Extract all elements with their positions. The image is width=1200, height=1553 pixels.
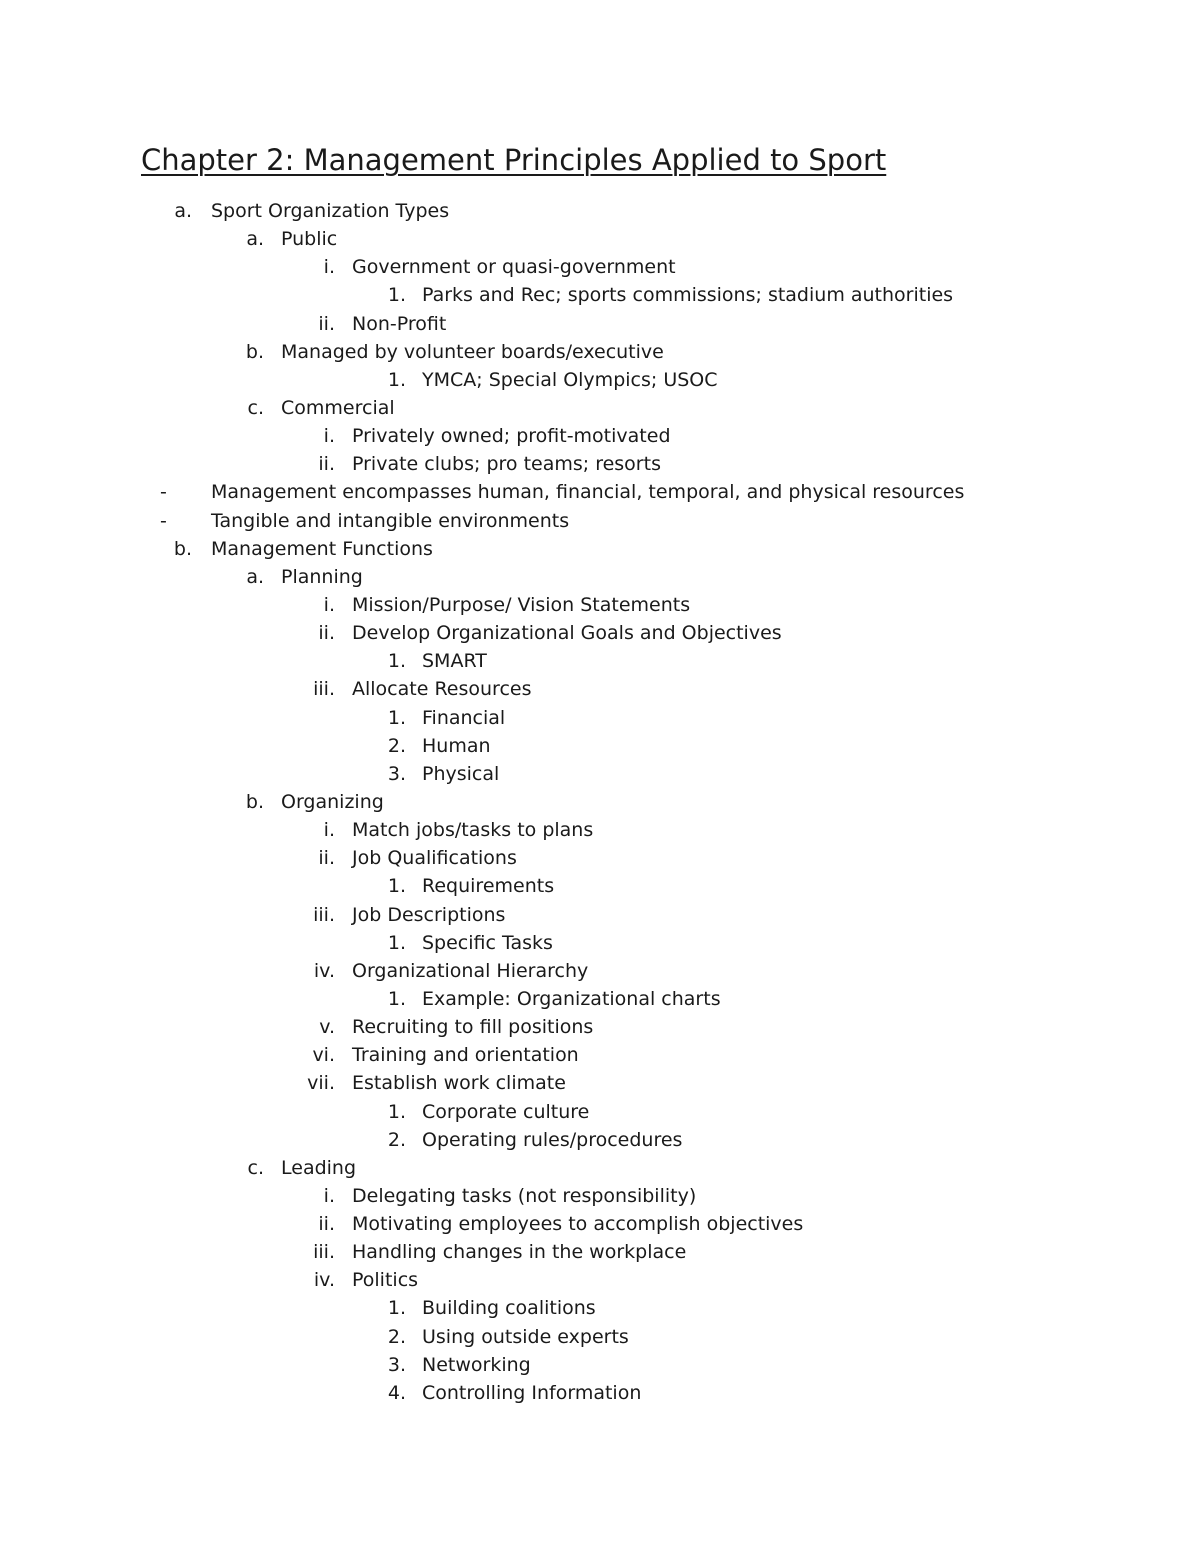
list-marker: vi. xyxy=(312,1044,335,1067)
outline-item-level-2 xyxy=(0,450,1200,478)
outline-item-level-2 xyxy=(0,675,1200,703)
list-marker: b. xyxy=(245,790,264,813)
list-item-text: SMART xyxy=(422,650,487,673)
dash-list-item xyxy=(0,478,1200,506)
list-item-text: Job Descriptions xyxy=(352,903,506,926)
list-marker: ii. xyxy=(318,312,335,335)
list-marker: b. xyxy=(245,340,264,363)
outline-item-level-3 xyxy=(0,647,1200,675)
list-marker: ii. xyxy=(318,1213,335,1236)
outline-item-level-1 xyxy=(0,1154,1200,1182)
list-item-text: Delegating tasks (not responsibility) xyxy=(352,1184,697,1207)
outline-item-level-1 xyxy=(0,394,1200,422)
list-item-text: Management encompasses human, financial, temporal, and physical resources xyxy=(211,481,965,504)
list-item-text: Tangible and intangible environments xyxy=(211,509,570,532)
list-item-text: Organizational Hierarchy xyxy=(352,959,589,982)
list-item-text: Organizing xyxy=(281,790,384,813)
outline-item-level-3 xyxy=(0,1351,1200,1379)
list-item-text: Handling changes in the workplace xyxy=(352,1241,687,1264)
outline-item-level-2 xyxy=(0,844,1200,872)
list-marker: b. xyxy=(173,537,192,560)
outline-item-level-1 xyxy=(0,563,1200,591)
list-item-text: Parks and Rec; sports commissions; stadium authorities xyxy=(422,284,954,307)
list-item-text: Operating rules/procedures xyxy=(422,1128,683,1151)
list-item-text: Government or quasi-government xyxy=(352,256,676,279)
list-item-text: Controlling Information xyxy=(422,1381,642,1404)
list-marker: i. xyxy=(323,1184,335,1207)
list-marker: 1. xyxy=(387,1100,406,1123)
list-marker: iv. xyxy=(313,959,335,982)
outline-item-level-3 xyxy=(0,985,1200,1013)
list-marker: ii. xyxy=(318,453,335,476)
list-marker: i. xyxy=(323,425,335,448)
list-item-text: Management Functions xyxy=(211,537,433,560)
list-marker: c. xyxy=(247,396,264,419)
list-marker: iii. xyxy=(313,903,335,926)
outline-item-level-2 xyxy=(0,422,1200,450)
outline-item-level-2 xyxy=(0,1238,1200,1266)
list-marker: 1. xyxy=(387,368,406,391)
list-marker: i. xyxy=(323,819,335,842)
list-marker: i. xyxy=(323,256,335,279)
list-marker: 3. xyxy=(387,762,406,785)
list-item-text: Motivating employees to accomplish objectives xyxy=(352,1213,804,1236)
outline-item-level-3 xyxy=(0,929,1200,957)
outline-item-level-2 xyxy=(0,1182,1200,1210)
list-item-text: Requirements xyxy=(422,875,555,898)
outline-item-level-1 xyxy=(0,338,1200,366)
outline-item-level-0 xyxy=(0,535,1200,563)
list-marker: v. xyxy=(319,1016,335,1039)
list-marker: 1. xyxy=(387,284,406,307)
outline-item-level-2 xyxy=(0,816,1200,844)
outline-item-level-3 xyxy=(0,1294,1200,1322)
list-marker: c. xyxy=(247,1156,264,1179)
outline-item-level-1 xyxy=(0,788,1200,816)
list-item-text: Private clubs; pro teams; resorts xyxy=(352,453,661,476)
outline-item-level-3 xyxy=(0,732,1200,760)
outline-item-level-2 xyxy=(0,619,1200,647)
list-item-text: Privately owned; profit-motivated xyxy=(352,425,671,448)
list-item-text: Establish work climate xyxy=(352,1072,566,1095)
list-marker: 1. xyxy=(387,1297,406,1320)
list-marker: ii. xyxy=(318,622,335,645)
outline-item-level-2 xyxy=(0,1210,1200,1238)
list-item-text: Financial xyxy=(422,706,506,729)
list-marker: 1. xyxy=(387,875,406,898)
outline-item-level-2 xyxy=(0,253,1200,281)
list-item-text: YMCA; Special Olympics; USOC xyxy=(422,368,718,391)
list-marker: ii. xyxy=(318,847,335,870)
outline-item-level-1 xyxy=(0,225,1200,253)
list-item-text: Planning xyxy=(281,565,363,588)
list-marker: 3. xyxy=(387,1353,406,1376)
list-item-text: Physical xyxy=(422,762,500,785)
list-item-text: Develop Organizational Goals and Objectives xyxy=(352,622,782,645)
list-item-text: Specific Tasks xyxy=(422,931,553,954)
list-marker: a. xyxy=(174,200,192,222)
list-marker: a. xyxy=(246,565,264,588)
outline-item-level-2 xyxy=(0,1041,1200,1069)
list-item-text: Commercial xyxy=(281,396,395,419)
list-item-text: Corporate culture xyxy=(422,1100,590,1123)
outline-item-level-0 xyxy=(0,197,1200,225)
outline-item-level-2 xyxy=(0,310,1200,338)
list-item-text: Human xyxy=(422,734,491,757)
list-marker: 1. xyxy=(387,987,406,1010)
list-marker: iii. xyxy=(313,678,335,701)
list-marker: iv. xyxy=(313,1269,335,1292)
outline-item-level-2 xyxy=(0,1266,1200,1294)
list-item-text: Leading xyxy=(281,1156,357,1179)
list-item-text: Example: Organizational charts xyxy=(422,987,721,1010)
list-item-text: Networking xyxy=(422,1353,531,1376)
outline-item-level-3 xyxy=(0,704,1200,732)
list-marker: i. xyxy=(323,593,335,616)
outline-list xyxy=(0,197,1200,1407)
list-item-text: Allocate Resources xyxy=(352,678,532,701)
list-item-text: Training and orientation xyxy=(352,1044,579,1067)
list-marker: vii. xyxy=(307,1072,335,1095)
outline-item-level-2 xyxy=(0,901,1200,929)
list-item-text: Politics xyxy=(352,1269,419,1292)
list-item-text: Using outside experts xyxy=(422,1325,629,1348)
list-item-text: Recruiting to fill positions xyxy=(352,1016,594,1039)
list-item-text: Match jobs/tasks to plans xyxy=(352,819,594,842)
outline-item-level-2 xyxy=(0,1013,1200,1041)
outline-item-level-2 xyxy=(0,591,1200,619)
list-marker: 1. xyxy=(387,931,406,954)
list-marker: a. xyxy=(246,228,264,251)
list-marker: 2. xyxy=(387,1128,406,1151)
list-marker: 2. xyxy=(387,734,406,757)
list-marker: - xyxy=(160,509,167,532)
list-marker: 4. xyxy=(387,1381,406,1404)
list-item-text: Non-Profit xyxy=(352,312,447,335)
list-item-text: Public xyxy=(281,228,338,251)
page-title: Chapter 2: Management Principles Applied to Sport xyxy=(141,143,887,177)
outline-item-level-3 xyxy=(0,872,1200,900)
outline-item-level-3 xyxy=(0,281,1200,309)
outline-item-level-3 xyxy=(0,1126,1200,1154)
outline-item-level-3 xyxy=(0,760,1200,788)
list-item-text: Building coalitions xyxy=(422,1297,596,1320)
outline-item-level-3 xyxy=(0,1323,1200,1351)
list-item-text: Job Qualifications xyxy=(352,847,517,870)
list-marker: 2. xyxy=(387,1325,406,1348)
outline-item-level-3 xyxy=(0,1379,1200,1407)
list-marker: 1. xyxy=(387,650,406,673)
list-item-text: Managed by volunteer boards/executive xyxy=(281,340,664,363)
list-item-text: Sport Organization Types xyxy=(211,200,450,222)
dash-list-item xyxy=(0,507,1200,535)
outline-item-level-3 xyxy=(0,1098,1200,1126)
list-item-text: Mission/Purpose/ Vision Statements xyxy=(352,593,691,616)
list-marker: 1. xyxy=(387,706,406,729)
outline-item-level-2 xyxy=(0,957,1200,985)
outline-item-level-3 xyxy=(0,366,1200,394)
outline-item-level-2 xyxy=(0,1069,1200,1097)
list-marker: iii. xyxy=(313,1241,335,1264)
list-marker: - xyxy=(160,481,167,504)
